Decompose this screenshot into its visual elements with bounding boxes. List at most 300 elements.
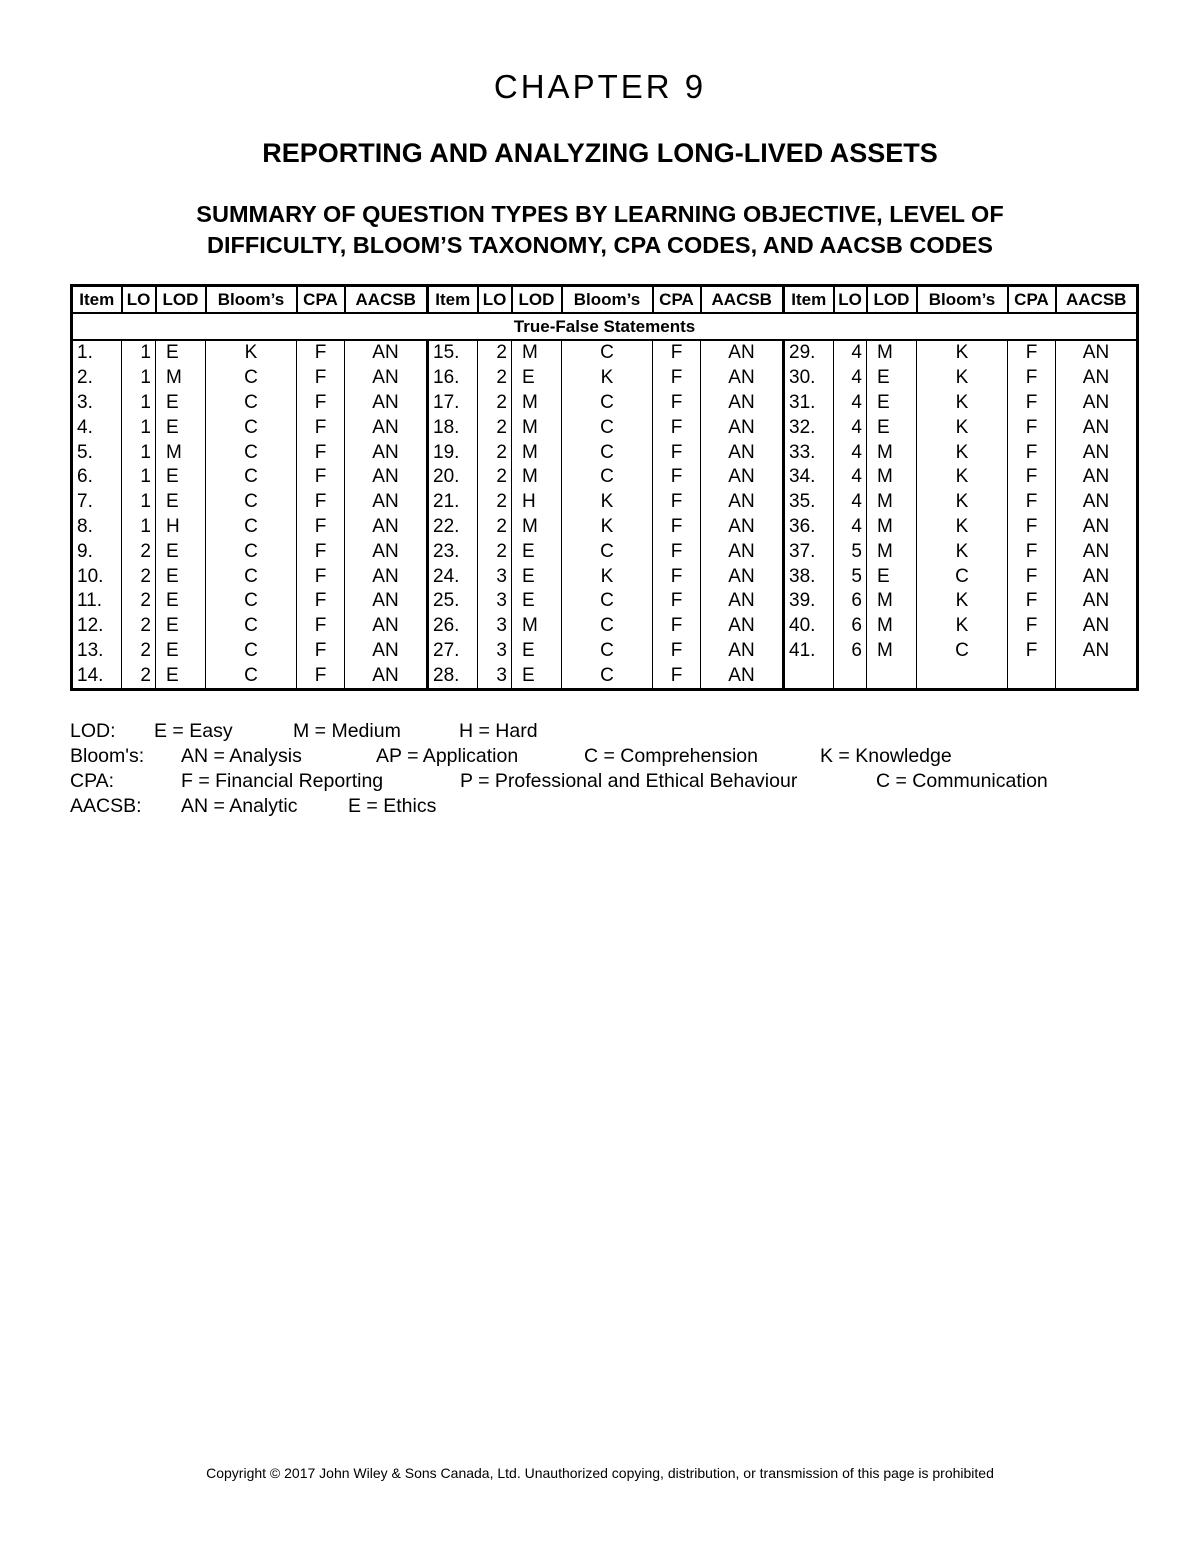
cell-blooms: C xyxy=(562,465,653,490)
table-row xyxy=(72,465,1138,490)
cell-cpa: F xyxy=(297,391,345,416)
cell-aacsb: AN xyxy=(1056,639,1138,664)
cell-blooms: C xyxy=(206,490,297,515)
cell-lod: M xyxy=(867,490,917,515)
cell-cpa: F xyxy=(1008,614,1056,639)
cell-blooms: C xyxy=(562,614,653,639)
cell-cpa: F xyxy=(297,515,345,540)
cell-cpa: F xyxy=(297,366,345,391)
cell-aacsb: AN xyxy=(1056,465,1138,490)
cell-blooms: K xyxy=(562,564,653,589)
cell-lo: 4 xyxy=(834,490,867,515)
cell-item: 14. xyxy=(72,663,122,689)
cell-lod: E xyxy=(156,614,206,639)
table-row xyxy=(72,391,1138,416)
cell-item: 40. xyxy=(784,614,834,639)
cell-lod: M xyxy=(867,639,917,664)
cell-lo: 3 xyxy=(478,589,512,614)
cell-cpa: F xyxy=(1008,415,1056,440)
column-header: LO xyxy=(122,286,156,314)
column-header: Bloom’s xyxy=(206,286,297,314)
cell-item: 39. xyxy=(784,589,834,614)
cell-blooms: K xyxy=(917,440,1008,465)
cell-blooms: C xyxy=(562,391,653,416)
cell-item: 2. xyxy=(72,366,122,391)
cell-lo: 4 xyxy=(834,340,867,366)
cell-blooms: C xyxy=(562,539,653,564)
cell-item: 24. xyxy=(428,564,478,589)
column-header: Item xyxy=(784,286,834,314)
cell-cpa: F xyxy=(653,639,701,664)
cell-lo: 4 xyxy=(834,391,867,416)
cell-cpa: F xyxy=(653,391,701,416)
legend-item: H = Hard xyxy=(459,720,538,742)
cell-item: 35. xyxy=(784,490,834,515)
cell-blooms: C xyxy=(917,639,1008,664)
legend-item: E = Ethics xyxy=(348,795,437,817)
cell-blooms: K xyxy=(562,366,653,391)
cell-lo: 2 xyxy=(478,440,512,465)
cell-blooms: C xyxy=(562,589,653,614)
cell-lod: M xyxy=(156,440,206,465)
cell-lod: M xyxy=(512,340,562,366)
cell-aacsb: AN xyxy=(1056,564,1138,589)
cell-lod: E xyxy=(156,564,206,589)
section-row xyxy=(72,313,1138,340)
cell-item: 33. xyxy=(784,440,834,465)
cell-lo: 1 xyxy=(122,415,156,440)
cell-lod: E xyxy=(512,663,562,689)
column-header: LOD xyxy=(512,286,562,314)
legend-item: P = Professional and Ethical Behaviour xyxy=(460,770,798,792)
cell-lod: E xyxy=(867,366,917,391)
cell-aacsb: AN xyxy=(1056,440,1138,465)
cell-aacsb: AN xyxy=(345,340,428,366)
cell-lo: 1 xyxy=(122,391,156,416)
cell-lo: 1 xyxy=(122,515,156,540)
cell-blooms: K xyxy=(917,589,1008,614)
cell-aacsb: AN xyxy=(701,663,784,689)
table-row xyxy=(72,539,1138,564)
cell-item: 19. xyxy=(428,440,478,465)
cell-item: 28. xyxy=(428,663,478,689)
cell-blooms: K xyxy=(562,515,653,540)
cell-cpa: F xyxy=(1008,639,1056,664)
legend-item: K = Knowledge xyxy=(820,745,952,767)
cell-lo: 2 xyxy=(478,515,512,540)
cell-blooms: K xyxy=(917,340,1008,366)
cell-cpa: F xyxy=(653,564,701,589)
cell-item xyxy=(784,663,834,689)
column-header: LOD xyxy=(156,286,206,314)
cell-lod: M xyxy=(156,366,206,391)
cell-lod: M xyxy=(867,515,917,540)
cell-lod: M xyxy=(512,440,562,465)
table-row xyxy=(72,366,1138,391)
cell-blooms: K xyxy=(562,490,653,515)
cell-aacsb: AN xyxy=(701,515,784,540)
cell-item: 41. xyxy=(784,639,834,664)
cell-cpa: F xyxy=(653,340,701,366)
table-row xyxy=(72,589,1138,614)
cell-aacsb xyxy=(1056,663,1138,689)
table-row xyxy=(72,564,1138,589)
cell-blooms: C xyxy=(562,639,653,664)
cell-aacsb: AN xyxy=(1056,490,1138,515)
legend-item: E = Easy xyxy=(154,720,233,742)
cell-lod: M xyxy=(867,539,917,564)
cell-blooms: C xyxy=(917,564,1008,589)
cell-cpa: F xyxy=(653,415,701,440)
cell-aacsb: AN xyxy=(345,614,428,639)
cell-item: 15. xyxy=(428,340,478,366)
cell-aacsb: AN xyxy=(345,366,428,391)
cell-lo: 4 xyxy=(834,440,867,465)
cell-blooms: C xyxy=(206,663,297,689)
cell-aacsb: AN xyxy=(701,589,784,614)
cell-cpa: F xyxy=(1008,440,1056,465)
cell-lod: E xyxy=(156,340,206,366)
cell-blooms: K xyxy=(917,465,1008,490)
column-header: AACSB xyxy=(345,286,428,314)
legend-item: AN = Analytic xyxy=(181,795,298,817)
cell-cpa: F xyxy=(653,589,701,614)
cell-lod: M xyxy=(512,391,562,416)
cell-cpa: F xyxy=(297,639,345,664)
cell-lod: E xyxy=(156,415,206,440)
cell-lod: M xyxy=(512,614,562,639)
cell-lo: 3 xyxy=(478,663,512,689)
table-row xyxy=(72,515,1138,540)
cell-aacsb: AN xyxy=(701,340,784,366)
table-row xyxy=(72,340,1138,366)
cell-cpa: F xyxy=(1008,465,1056,490)
column-header: AACSB xyxy=(1056,286,1138,314)
cell-item: 30. xyxy=(784,366,834,391)
cell-aacsb: AN xyxy=(345,589,428,614)
cell-aacsb: AN xyxy=(1056,539,1138,564)
cell-lod: E xyxy=(156,539,206,564)
cell-lo: 4 xyxy=(834,415,867,440)
legend-item: C = Communication xyxy=(876,770,1048,792)
cell-lo: 1 xyxy=(122,366,156,391)
cell-blooms: C xyxy=(562,440,653,465)
cell-cpa: F xyxy=(653,366,701,391)
cell-cpa: F xyxy=(297,589,345,614)
cell-aacsb: AN xyxy=(345,539,428,564)
cell-lod: E xyxy=(156,490,206,515)
table-row xyxy=(72,639,1138,664)
cell-lo: 6 xyxy=(834,614,867,639)
cell-lod: M xyxy=(867,340,917,366)
cell-cpa xyxy=(1008,663,1056,689)
cell-lod: E xyxy=(512,366,562,391)
cell-aacsb: AN xyxy=(1056,589,1138,614)
cell-lod: H xyxy=(156,515,206,540)
cell-lo: 1 xyxy=(122,440,156,465)
column-header: LO xyxy=(478,286,512,314)
cell-lod: E xyxy=(156,639,206,664)
cell-lo: 2 xyxy=(478,465,512,490)
cell-aacsb: AN xyxy=(701,465,784,490)
cell-lod: E xyxy=(512,539,562,564)
column-header: CPA xyxy=(297,286,345,314)
cell-blooms: C xyxy=(206,564,297,589)
cell-cpa: F xyxy=(1008,391,1056,416)
cell-item: 17. xyxy=(428,391,478,416)
cell-lod: M xyxy=(867,465,917,490)
cell-lo: 5 xyxy=(834,564,867,589)
column-header: Item xyxy=(428,286,478,314)
cell-lo: 2 xyxy=(478,415,512,440)
cell-lod: E xyxy=(156,589,206,614)
cell-lo xyxy=(834,663,867,689)
cell-item: 5. xyxy=(72,440,122,465)
cell-cpa: F xyxy=(1008,539,1056,564)
cell-lod: M xyxy=(512,515,562,540)
cell-cpa: F xyxy=(653,614,701,639)
cell-lod: M xyxy=(867,440,917,465)
cell-aacsb: AN xyxy=(701,490,784,515)
legend-item: AN = Analysis xyxy=(181,745,302,767)
cell-lo: 6 xyxy=(834,639,867,664)
cell-lo: 2 xyxy=(122,564,156,589)
cell-item: 37. xyxy=(784,539,834,564)
cell-blooms: K xyxy=(917,391,1008,416)
cell-aacsb: AN xyxy=(345,515,428,540)
cell-aacsb: AN xyxy=(701,391,784,416)
cell-cpa: F xyxy=(1008,490,1056,515)
cell-cpa: F xyxy=(297,465,345,490)
cell-lo: 2 xyxy=(122,639,156,664)
cell-aacsb: AN xyxy=(701,440,784,465)
cell-cpa: F xyxy=(1008,340,1056,366)
cell-lod: E xyxy=(512,639,562,664)
cell-lo: 2 xyxy=(478,539,512,564)
cell-blooms: K xyxy=(206,340,297,366)
cell-cpa: F xyxy=(297,415,345,440)
cell-blooms: C xyxy=(206,589,297,614)
cell-item: 25. xyxy=(428,589,478,614)
cell-lo: 6 xyxy=(834,589,867,614)
cell-item: 31. xyxy=(784,391,834,416)
cell-lod: M xyxy=(867,589,917,614)
summary-subtitle xyxy=(0,199,1200,261)
cell-cpa: F xyxy=(297,490,345,515)
cell-aacsb: AN xyxy=(345,564,428,589)
cell-aacsb: AN xyxy=(1056,614,1138,639)
cell-cpa: F xyxy=(653,490,701,515)
column-header: CPA xyxy=(653,286,701,314)
cell-lod: M xyxy=(512,415,562,440)
cell-aacsb: AN xyxy=(1056,340,1138,366)
cell-blooms: K xyxy=(917,539,1008,564)
legend-item: AP = Application xyxy=(376,745,519,767)
cell-aacsb: AN xyxy=(345,639,428,664)
cell-item: 26. xyxy=(428,614,478,639)
cell-lod: E xyxy=(867,391,917,416)
cell-lod: E xyxy=(867,415,917,440)
cell-item: 1. xyxy=(72,340,122,366)
cell-cpa: F xyxy=(297,614,345,639)
cell-lo: 2 xyxy=(122,589,156,614)
cell-item: 36. xyxy=(784,515,834,540)
cell-blooms: C xyxy=(206,639,297,664)
cell-aacsb: AN xyxy=(701,539,784,564)
cell-lod: E xyxy=(156,391,206,416)
cell-blooms: K xyxy=(917,366,1008,391)
cell-aacsb: AN xyxy=(1056,515,1138,540)
cell-lo: 4 xyxy=(834,366,867,391)
column-header: LO xyxy=(834,286,867,314)
table-header-row xyxy=(72,286,1138,314)
cell-lo: 4 xyxy=(834,465,867,490)
cell-lo: 2 xyxy=(122,614,156,639)
cell-item: 8. xyxy=(72,515,122,540)
cell-blooms: K xyxy=(917,614,1008,639)
cell-item: 18. xyxy=(428,415,478,440)
cell-lod: M xyxy=(867,614,917,639)
table-row xyxy=(72,415,1138,440)
cell-blooms: C xyxy=(562,663,653,689)
cell-blooms: K xyxy=(917,415,1008,440)
cell-item: 9. xyxy=(72,539,122,564)
cell-lo: 1 xyxy=(122,340,156,366)
cell-blooms: C xyxy=(562,340,653,366)
cell-blooms: C xyxy=(206,539,297,564)
table-row xyxy=(72,663,1138,689)
cell-lo: 2 xyxy=(478,366,512,391)
cell-lo: 2 xyxy=(122,539,156,564)
cell-lo: 3 xyxy=(478,639,512,664)
cell-lo: 1 xyxy=(122,465,156,490)
copyright-footer: Copyright © 2017 John Wiley & Sons Canada, Ltd. Unauthorized copying, distribution, or transmission of this page is prohibited xyxy=(206,1465,994,1481)
cell-item: 12. xyxy=(72,614,122,639)
table-row xyxy=(72,440,1138,465)
cell-blooms: C xyxy=(206,515,297,540)
cell-blooms: C xyxy=(206,440,297,465)
cell-item: 32. xyxy=(784,415,834,440)
cell-aacsb: AN xyxy=(1056,366,1138,391)
cell-cpa: F xyxy=(297,440,345,465)
legend-label: LOD: xyxy=(70,720,116,742)
cell-blooms: K xyxy=(917,515,1008,540)
cell-lo: 2 xyxy=(478,391,512,416)
cell-item: 16. xyxy=(428,366,478,391)
cell-cpa: F xyxy=(653,515,701,540)
legend-label: AACSB: xyxy=(70,795,142,817)
cell-aacsb: AN xyxy=(701,564,784,589)
cell-lo: 2 xyxy=(478,340,512,366)
cell-aacsb: AN xyxy=(701,415,784,440)
cell-blooms: C xyxy=(206,614,297,639)
column-header: Bloom’s xyxy=(562,286,653,314)
cell-lod: E xyxy=(867,564,917,589)
cell-blooms: C xyxy=(206,366,297,391)
cell-cpa: F xyxy=(653,539,701,564)
cell-item: 10. xyxy=(72,564,122,589)
cell-blooms: K xyxy=(917,490,1008,515)
cell-item: 6. xyxy=(72,465,122,490)
cell-item: 7. xyxy=(72,490,122,515)
cell-cpa: F xyxy=(1008,515,1056,540)
cell-aacsb: AN xyxy=(345,415,428,440)
cell-aacsb: AN xyxy=(1056,391,1138,416)
cell-aacsb: AN xyxy=(345,490,428,515)
chapter-title: REPORTING AND ANALYZING LONG-LIVED ASSETS xyxy=(262,138,938,168)
cell-aacsb: AN xyxy=(1056,415,1138,440)
cell-cpa: F xyxy=(1008,366,1056,391)
cell-item: 38. xyxy=(784,564,834,589)
cell-item: 23. xyxy=(428,539,478,564)
column-header: AACSB xyxy=(701,286,784,314)
cell-item: 3. xyxy=(72,391,122,416)
legend-item: M = Medium xyxy=(293,720,401,742)
cell-cpa: F xyxy=(653,465,701,490)
section-label: True-False Statements xyxy=(72,313,1138,340)
cell-blooms: C xyxy=(206,391,297,416)
table-row xyxy=(72,490,1138,515)
cell-aacsb: AN xyxy=(345,465,428,490)
cell-lo: 2 xyxy=(122,663,156,689)
cell-lo: 5 xyxy=(834,539,867,564)
cell-blooms: C xyxy=(562,415,653,440)
legend-item: F = Financial Reporting xyxy=(181,770,384,792)
column-header: Bloom’s xyxy=(917,286,1008,314)
legend-item: C = Comprehension xyxy=(584,745,758,767)
cell-cpa: F xyxy=(653,440,701,465)
cell-lod: H xyxy=(512,490,562,515)
cell-item: 20. xyxy=(428,465,478,490)
cell-lod: M xyxy=(512,465,562,490)
cell-lod xyxy=(867,663,917,689)
cell-blooms xyxy=(917,663,1008,689)
question-summary-table xyxy=(70,284,1139,691)
cell-aacsb: AN xyxy=(701,614,784,639)
cell-cpa: F xyxy=(297,564,345,589)
table-row xyxy=(72,614,1138,639)
cell-item: 4. xyxy=(72,415,122,440)
cell-lod: E xyxy=(512,589,562,614)
cell-cpa: F xyxy=(653,663,701,689)
cell-aacsb: AN xyxy=(345,663,428,689)
cell-item: 21. xyxy=(428,490,478,515)
cell-aacsb: AN xyxy=(345,391,428,416)
cell-lo: 3 xyxy=(478,564,512,589)
subtitle-line-1: SUMMARY OF QUESTION TYPES BY LEARNING OBJECTIVE, LEVEL OF xyxy=(196,201,1004,227)
cell-item: 34. xyxy=(784,465,834,490)
cell-cpa: F xyxy=(1008,589,1056,614)
column-header: CPA xyxy=(1008,286,1056,314)
cell-aacsb: AN xyxy=(345,440,428,465)
cell-lo: 1 xyxy=(122,490,156,515)
cell-lod: E xyxy=(156,465,206,490)
column-header: Item xyxy=(72,286,122,314)
legend-label: CPA: xyxy=(70,770,115,792)
cell-aacsb: AN xyxy=(701,366,784,391)
cell-lod: E xyxy=(156,663,206,689)
cell-item: 27. xyxy=(428,639,478,664)
cell-lo: 3 xyxy=(478,614,512,639)
cell-lod: E xyxy=(512,564,562,589)
subtitle-line-2: DIFFICULTY, BLOOM’S TAXONOMY, CPA CODES, AND AACSB CODES xyxy=(207,232,993,258)
cell-cpa: F xyxy=(297,340,345,366)
cell-item: 22. xyxy=(428,515,478,540)
cell-lo: 2 xyxy=(478,490,512,515)
cell-item: 11. xyxy=(72,589,122,614)
cell-aacsb: AN xyxy=(701,639,784,664)
cell-blooms: C xyxy=(206,465,297,490)
